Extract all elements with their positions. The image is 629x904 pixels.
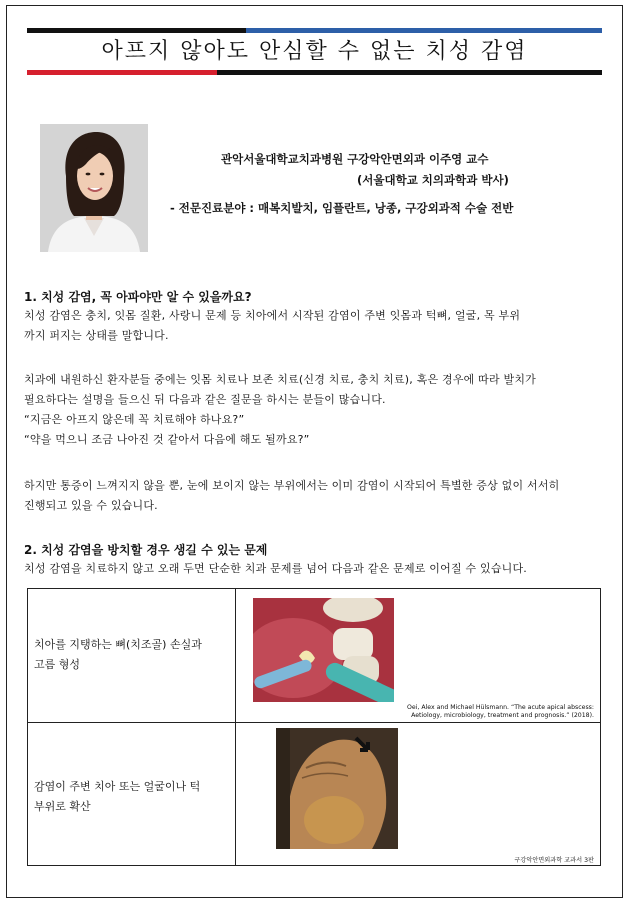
section1-paragraph-2 (24, 370, 604, 450)
table-row-2-text (34, 777, 230, 817)
text-line: 치아를 지탱하는 뼈(치조골) 손실과 (34, 638, 202, 651)
section1-paragraph-1 (24, 306, 604, 346)
text-line: 필요하다는 설명을 들으신 뒤 다음과 같은 질문을 하시는 분들이 많습니다. (24, 393, 386, 406)
clinical-photo-abscess (253, 598, 394, 702)
section1-heading: 1. 치성 감염, 꼭 아파야만 알 수 있을까요? (24, 290, 252, 304)
text-line: 진행되고 있을 수 있습니다. (24, 499, 158, 512)
text-line: Oei, Alex and Michael Hülsmann. “The acute apical abscess: (407, 704, 594, 711)
photo-citation-2: 구강악안면외과학 교과서 3판 (514, 857, 594, 864)
section2-heading: 2. 치성 감염을 방치할 경우 생길 수 있는 문제 (24, 543, 268, 557)
text-line: 치과에 내원하신 환자분들 중에는 잇몸 치료나 보존 치료(신경 치료, 충치 치료), 혹은 경우에 따라 발치가 (24, 373, 536, 386)
quote-line: “약을 먹으니 조금 나아진 것 같아서 다음에 해도 될까요?” (24, 433, 310, 446)
text-line: 고름 형성 (34, 658, 81, 671)
text-line: 치성 감염은 충치, 잇몸 질환, 사랑니 문제 등 치아에서 시작된 감염이 주변 잇몸과 턱뼈, 얼굴, 목 부위 (24, 309, 521, 322)
doctor-affiliation: 관악서울대학교치과병원 구강악안면외과 이주영 교수 (221, 152, 489, 166)
quote-line: “지금은 아프지 않은데 꼭 치료해야 하나요?” (24, 413, 245, 426)
text-line: 치성 감염을 치료하지 않고 오래 두면 단순한 치과 문제를 넘어 다음과 같은 문제로 이어질 수 있습니다. (24, 562, 528, 575)
title-top-bar (27, 28, 602, 33)
clinical-photo-facial-swelling (276, 728, 398, 849)
doctor-specialty: - 전문진료분야 : 매복치발치, 임플란트, 낭종, 구강외과적 수술 전반 (170, 201, 514, 215)
table-row-1-text (34, 635, 230, 675)
title-bottom-bar (27, 70, 602, 75)
doctor-degree: (서울대학교 치의과학과 박사) (357, 173, 509, 187)
photo-citation-1 (407, 704, 594, 720)
text-line: 부위로 확산 (34, 800, 91, 813)
text-line: 감염이 주변 치아 또는 얼굴이나 턱 (34, 780, 201, 793)
text-line: 하지만 통증이 느껴지지 않을 뿐, 눈에 보이지 않는 부위에서는 이미 감염이 시작되어 특별한 증상 없이 서서히 (24, 479, 560, 492)
text-line: 까지 퍼지는 상태를 말합니다. (24, 329, 169, 342)
section1-paragraph-3 (24, 476, 604, 516)
section2-intro (24, 559, 604, 579)
text-line: Aetiology, microbiology, treatment and prognosis.” (2018). (411, 712, 594, 719)
page-title: 아프지 않아도 안심할 수 없는 치성 감염 (101, 39, 528, 64)
doctor-portrait (40, 124, 148, 252)
consequences-table (27, 588, 601, 866)
